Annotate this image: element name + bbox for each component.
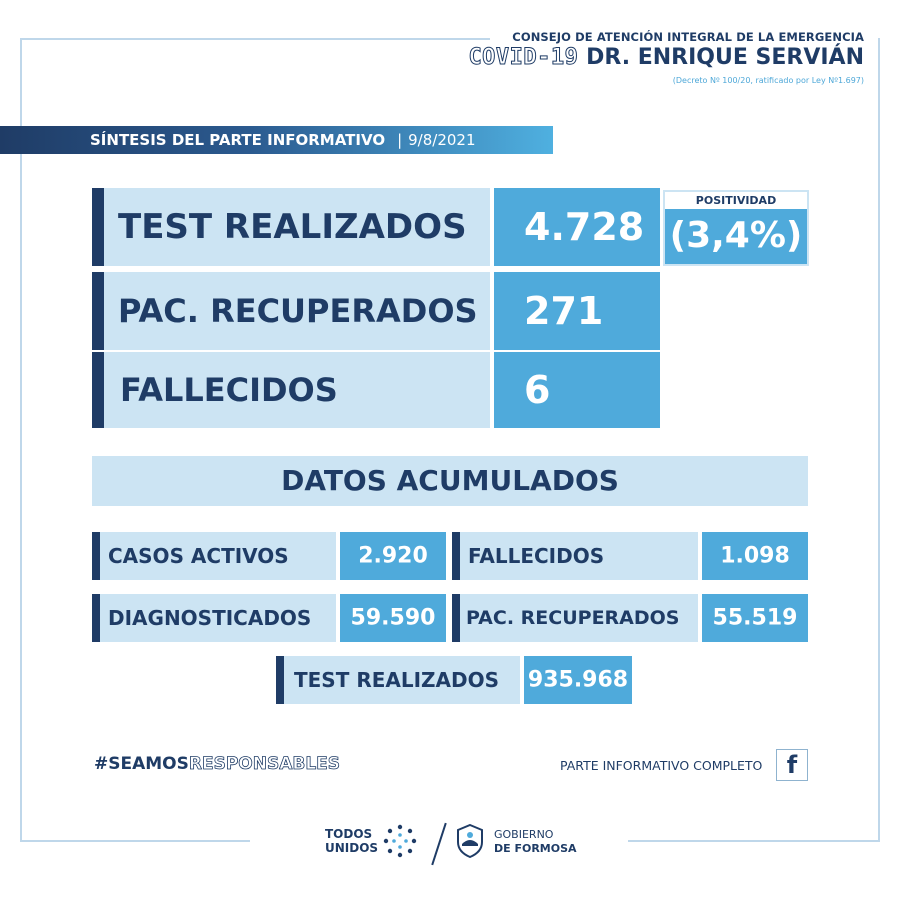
daily-deceased-value-box — [494, 352, 660, 428]
frame-right-line — [878, 38, 880, 840]
cum-deceased-value-box — [702, 532, 808, 580]
accent-bar — [92, 188, 104, 266]
cum-diagnosed-value: 59.590 — [350, 605, 436, 631]
cum-deceased-label-box — [452, 532, 698, 580]
accent-bar — [92, 594, 100, 642]
cum-tests-label: TEST REALIZADOS — [294, 668, 500, 692]
cum-active-value: 2.920 — [358, 543, 428, 569]
synthesis-date: 9/8/2021 — [408, 131, 476, 149]
cum-recovered-value-box — [702, 594, 808, 642]
cum-tests-value-box — [524, 656, 632, 704]
accent-bar — [276, 656, 284, 704]
daily-recovered-label-box — [92, 272, 490, 350]
daily-recovered-value-box — [494, 272, 660, 350]
cum-diagnosed-label-box — [92, 594, 336, 642]
cum-recovered-label-box — [452, 594, 698, 642]
accent-bar — [92, 272, 104, 350]
frame-bottom-left-line — [20, 840, 250, 842]
todos-line1: TODOS — [325, 827, 373, 841]
daily-tests-label-box — [92, 188, 490, 266]
cumulative-title: DATOS ACUMULADOS — [92, 456, 808, 506]
positivity-value: (3,4%) — [669, 215, 803, 256]
header-title — [468, 45, 864, 70]
synthesis-bar — [0, 126, 553, 154]
positivity-box — [663, 190, 809, 266]
header-name: DR. ENRIQUE SERVIÁN — [586, 45, 864, 70]
header-covid: COVID-19 — [468, 45, 579, 70]
frame-top-left-line — [20, 38, 490, 40]
accent-bar — [452, 594, 460, 642]
daily-tests-label: TEST REALIZADOS — [118, 207, 467, 247]
cum-deceased-label: FALLECIDOS — [468, 544, 605, 568]
cum-tests-label-box — [276, 656, 520, 704]
cum-recovered-value: 55.519 — [712, 605, 798, 631]
todos-line2: UNIDOS — [325, 841, 379, 855]
todos-unidos-logo — [325, 827, 378, 855]
hashtag — [94, 754, 340, 774]
gob-line2 — [494, 842, 577, 856]
gobierno-formosa-logo — [494, 828, 577, 856]
synthesis-separator: | — [397, 131, 403, 149]
header-council: CONSEJO DE ATENCIÓN INTEGRAL DE LA EMERGENCIA — [512, 30, 864, 44]
cum-deceased-value: 1.098 — [720, 543, 790, 569]
cum-recovered-label: PAC. RECUPERADOS — [466, 607, 680, 629]
cum-diagnosed-label: DIAGNOSTICADOS — [108, 606, 312, 630]
stars-icon — [382, 823, 418, 859]
daily-tests-value: 4.728 — [524, 205, 645, 249]
daily-recovered-value: 271 — [524, 289, 604, 333]
formosa-shield-icon — [456, 824, 484, 858]
positivity-label: POSITIVIDAD — [665, 192, 807, 209]
facebook-icon[interactable]: f — [776, 749, 808, 781]
hashtag-bold: #SEAMOS — [94, 754, 189, 774]
cum-diagnosed-value-box — [340, 594, 446, 642]
gob-line2-text: DE FORMOSA — [494, 842, 577, 855]
logo-divider — [431, 823, 446, 865]
cum-active-label: CASOS ACTIVOS — [108, 544, 289, 568]
full-report-link[interactable]: PARTE INFORMATIVO COMPLETO — [560, 758, 763, 773]
daily-deceased-label: FALLECIDOS — [120, 371, 338, 409]
synthesis-title: SÍNTESIS DEL PARTE INFORMATIVO — [90, 131, 386, 149]
daily-deceased-value: 6 — [524, 368, 551, 412]
hashtag-outline: RESPONSABLES — [188, 754, 341, 774]
gob-line1: GOBIERNO — [494, 828, 554, 841]
accent-bar — [92, 532, 100, 580]
daily-deceased-label-box — [92, 352, 490, 428]
cum-tests-value: 935.968 — [527, 667, 629, 693]
frame-left-line — [20, 38, 22, 840]
daily-tests-value-box — [494, 188, 660, 266]
daily-recovered-label: PAC. RECUPERADOS — [118, 292, 478, 330]
frame-bottom-right-line — [628, 840, 880, 842]
accent-bar — [92, 352, 104, 428]
header-decree: (Decreto Nº 100/20, ratificado por Ley Nº1.697) — [672, 76, 864, 85]
cum-active-value-box — [340, 532, 446, 580]
cum-active-label-box — [92, 532, 336, 580]
accent-bar — [452, 532, 460, 580]
